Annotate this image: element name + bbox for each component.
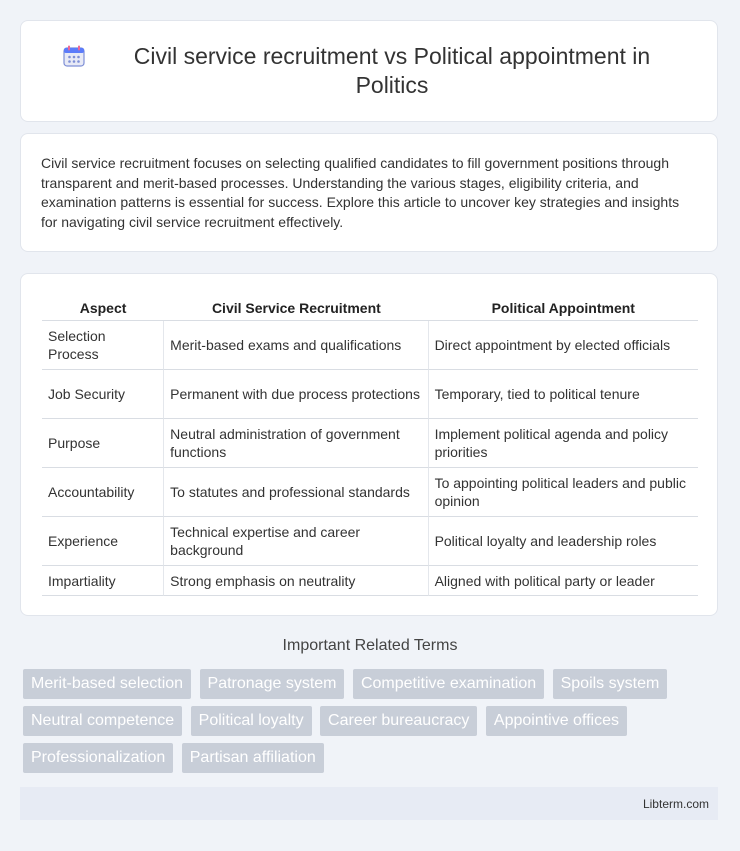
table-row (42, 370, 698, 419)
related-term-tag[interactable]: Partisan affiliation (182, 743, 324, 773)
table-cell: Temporary, tied to political tenure (429, 370, 698, 419)
header-card (20, 20, 718, 122)
column-header: Aspect (42, 294, 164, 321)
table-cell: To statutes and professional standards (164, 468, 428, 517)
table-cell: Accountability (42, 468, 164, 517)
table-cell: Permanent with due process protections (164, 370, 428, 419)
calendar-icon (61, 43, 87, 69)
table-cell: Neutral administration of government functions (164, 419, 428, 468)
footer (20, 787, 718, 820)
table-cell: Merit-based exams and qualifications (164, 321, 428, 370)
table-cell: To appointing political leaders and public opinion (429, 468, 698, 517)
table-row (42, 419, 698, 468)
table-cell: Technical expertise and career background (164, 517, 428, 566)
comparison-card (20, 273, 718, 616)
related-term-tag[interactable]: Professionalization (23, 743, 173, 773)
table-row (42, 468, 698, 517)
table-row (42, 566, 698, 596)
table-cell: Direct appointment by elected officials (429, 321, 698, 370)
table-cell: Selection Process (42, 321, 164, 370)
table-cell: Political loyalty and leadership roles (429, 517, 698, 566)
table-cell: Job Security (42, 370, 164, 419)
table-cell: Experience (42, 517, 164, 566)
footer-site-link[interactable]: Libterm.com (642, 797, 709, 811)
page-title: Civil service recruitment vs Political appointment in Politics (133, 43, 651, 98)
column-header: Political Appointment (429, 294, 698, 321)
table-cell: Implement political agenda and policy priorities (429, 419, 698, 468)
table-cell: Impartiality (42, 566, 164, 596)
table-row (42, 517, 698, 566)
related-terms-list (23, 669, 723, 780)
table-header-row (42, 294, 698, 321)
related-term-tag[interactable]: Competitive examination (353, 669, 544, 699)
related-term-tag[interactable]: Merit-based selection (23, 669, 191, 699)
table-cell: Strong emphasis on neutrality (164, 566, 428, 596)
related-term-tag[interactable]: Political loyalty (191, 706, 312, 736)
comparison-table (42, 294, 698, 596)
intro-text: Civil service recruitment focuses on selecting qualified candidates to fill government positions through transparent and merit-based processes. Understanding the various stages, eligibility criteria, and examination patterns is essential for success. Explore this article to uncover key strategies and insights for navigating civil service recruitment effectively. (41, 155, 680, 230)
related-term-tag[interactable]: Spoils system (553, 669, 668, 699)
column-header: Civil Service Recruitment (164, 294, 428, 321)
table-cell: Purpose (42, 419, 164, 468)
related-terms-title: Important Related Terms (282, 637, 458, 654)
related-term-tag[interactable]: Patronage system (200, 669, 345, 699)
related-term-tag[interactable]: Career bureaucracy (320, 706, 477, 736)
related-term-tag[interactable]: Neutral competence (23, 706, 182, 736)
table-row (42, 321, 698, 370)
table-cell: Aligned with political party or leader (429, 566, 698, 596)
related-term-tag[interactable]: Appointive offices (486, 706, 627, 736)
intro-card (20, 133, 718, 252)
